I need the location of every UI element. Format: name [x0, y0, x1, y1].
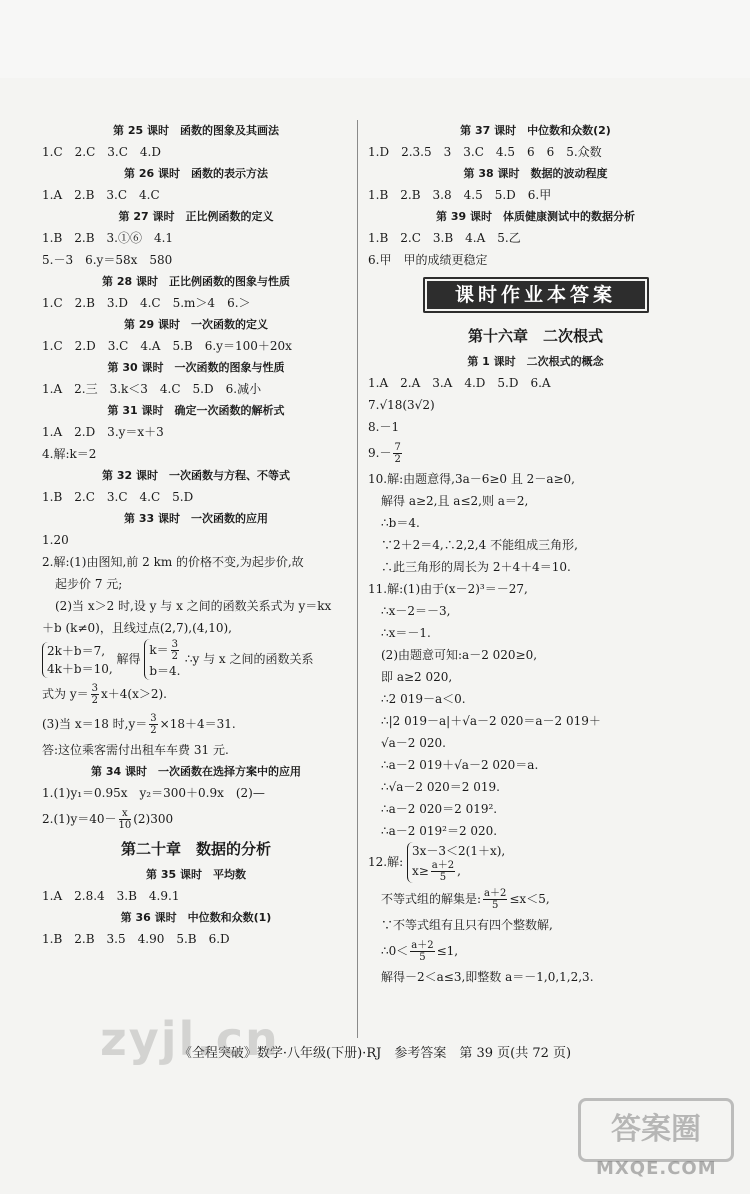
answer-line: 6.甲 甲的成绩更稳定: [368, 253, 488, 267]
column-divider: [357, 120, 358, 1038]
equation-system-line: [42, 639, 350, 679]
answer-line: (2)当 x＞2 时,设 y 与 x 之间的函数关系式为 y＝kx: [55, 599, 332, 613]
answer-line: ∴x－2＝－3,: [381, 604, 451, 618]
answer-line: ∵不等式组有且只有四个整数解,: [381, 918, 553, 932]
answer-line: 式为 y＝ $\frac{3}{2}$ x＋4(x＞2).: [42, 683, 167, 706]
lesson-title: 第 39 课时 体质健康测试中的数据分析: [436, 210, 635, 223]
answer-line: 1.A 2.B 3.C 4.C: [42, 188, 160, 202]
answer-line: 1.A 2.三 3.k＜3 4.C 5.D 6.减小: [42, 382, 262, 396]
answer-line: 解得－2＜a≤3,即整数 a＝－1,0,1,2,3.: [381, 970, 594, 984]
answer-line: ∴a－2 019²＝2 020.: [381, 824, 498, 838]
answer-line: (3)当 x＝18 时,y＝ $\frac{3}{2}$ ×18＋4＝31.: [42, 713, 236, 736]
equation: b＝4.: [149, 664, 181, 678]
answer-text: 12.解:: [368, 855, 404, 869]
lesson-title: 第 30 课时 一次函数的图象与性质: [107, 361, 285, 374]
lesson-title: 第 35 课时 平均数: [146, 868, 246, 881]
fraction: $\frac{x}{10}$: [118, 808, 132, 831]
section-banner: 课时作业本答案: [423, 277, 649, 313]
answer-line: 即 a≥2 020,: [381, 670, 453, 684]
inequality-system-line: [368, 842, 703, 884]
answer-line: 1.C 2.C 3.C 4.D: [42, 145, 161, 159]
inequality: x≥ $\frac{a+2}{5}$ ,: [411, 860, 461, 883]
chapter-title: 第十六章 二次根式: [467, 327, 603, 345]
answer-line: ∴0＜ $\frac{a+2}{5}$ ≤1,: [381, 940, 459, 963]
lesson-title: 第 27 课时 正比例函数的定义: [118, 210, 274, 223]
answer-line: 2.解:(1)由图知,前 2 km 的价格不变,为起步价,故: [42, 555, 304, 569]
fraction: $\frac{3}{2}$: [91, 683, 98, 706]
answer-line: ∴x＝－1.: [381, 626, 431, 640]
lesson-title: 第 1 课时 二次根式的概念: [467, 355, 604, 368]
lesson-title: 第 26 课时 函数的表示方法: [124, 167, 268, 180]
answer-line: ∴a－2 020＝2 019².: [381, 802, 498, 816]
lesson-title: 第 33 课时 一次函数的应用: [124, 512, 268, 525]
answer-line: 11.解:(1)由于(x－2)³＝－27,: [368, 582, 528, 596]
lesson-title: 第 34 课时 一次函数在选择方案中的应用: [91, 765, 301, 778]
watermark-stamp-text: 答案圈: [611, 1112, 701, 1147]
answer-line: 4.解:k＝2: [42, 447, 97, 461]
answer-line: 起步价 7 元;: [55, 577, 123, 591]
lesson-title: 第 29 课时 一次函数的定义: [124, 318, 268, 331]
answer-line: ∵2＋2＝4,∴2,2,4 不能组成三角形,: [381, 538, 578, 552]
lesson-title: 第 38 课时 数据的波动程度: [463, 167, 608, 180]
answer-line: ＋b (k≠0)，且线过点(2,7),(4,10),: [42, 621, 232, 635]
equation: 2k＋b＝7,: [47, 643, 106, 658]
answer-line: 解得 a≥2,且 a≤2,则 a＝2,: [381, 494, 529, 508]
answer-line: 1.C 2.B 3.D 4.C 5.m＞4 6.＞: [42, 296, 251, 310]
lesson-title: 第 36 课时 中位数和众数(1): [120, 911, 272, 924]
answer-line: ∴|2 019－a|＋√a－2 020＝a－2 019＋: [381, 714, 601, 728]
answer-line: 1.C 2.D 3.C 4.A 5.B 6.y＝100＋20x: [42, 339, 292, 353]
answer-line: 5.－3 6.y＝58x 580: [42, 253, 173, 267]
answer-line: √a－2 020.: [381, 736, 446, 750]
fraction: $\frac{a+2}{5}$: [484, 888, 507, 911]
answer-line: 1.D 2.3.5 3 3.C 4.5 6 6 5.众数: [368, 145, 602, 159]
inequality-system: [407, 842, 505, 883]
answer-line: 1.A 2.D 3.y＝x＋3: [42, 425, 164, 439]
watermark-text: zyjl.cn: [100, 1012, 280, 1066]
answer-line: 1.A 2.8.4 3.B 4.9.1: [42, 889, 180, 903]
lesson-title: 第 25 课时 函数的图象及其画法: [113, 124, 279, 137]
answer-line: 1.B 2.B 3.①⑥ 4.1: [42, 231, 174, 245]
watermark-site: MXQE.COM: [596, 1158, 717, 1179]
answer-line: 1.B 2.C 3.C 4.C 5.D: [42, 490, 194, 504]
fraction: $\frac{a+2}{5}$: [411, 940, 434, 963]
answer-line: ∴a－2 019＋√a－2 020＝a.: [381, 758, 539, 772]
answer-line: 答:这位乘客需付出租车车费 31 元.: [42, 743, 229, 757]
answer-line: 8.－1: [368, 420, 400, 434]
solution-system: [144, 639, 181, 680]
answer-line: 2.(1)y＝40－ $\frac{x}{10}$ (2)300: [42, 808, 174, 831]
lesson-title: 第 28 课时 正比例函数的图象与性质: [102, 275, 290, 288]
lesson-title: 第 37 课时 中位数和众数(2): [460, 124, 611, 137]
left-column: [42, 120, 350, 950]
equation: 4k＋b＝10,: [47, 661, 113, 676]
answer-line: 1.20: [42, 533, 69, 547]
lesson-title: 第 31 课时 确定一次函数的解析式: [107, 404, 285, 417]
answer-line: 7.√18(3√2): [368, 398, 435, 412]
equation-system: [42, 642, 113, 678]
equation: k＝: [149, 643, 169, 657]
answer-line: 10.解:由题意得,3a－6≥0 且 2－a≥0,: [368, 472, 575, 486]
answer-line: 1.B 2.B 3.5 4.90 5.B 6.D: [42, 932, 230, 946]
answer-text: ∴y 与 x 之间的函数关系: [184, 652, 314, 666]
answer-line: ∴2 019－a＜0.: [381, 692, 466, 706]
solve-label: 解得: [116, 652, 141, 666]
answer-line: (2)由题意可知:a－2 020≥0,: [381, 648, 538, 662]
answer-line: 9.－ $\frac{7}{2}$: [368, 442, 401, 465]
answer-line: ∴b＝4.: [381, 516, 420, 530]
page-footer: 《全程突破》数学·八年级(下册)·RJ 参考答案 第 39 页(共 72 页): [178, 1046, 572, 1061]
fraction: $\frac{a+2}{5}$: [431, 860, 455, 883]
answer-line: 1.A 2.A 3.A 4.D 5.D 6.A: [368, 376, 551, 390]
answer-line: 1.B 2.B 3.8 4.5 5.D 6.甲: [368, 188, 552, 202]
answer-line: 1.(1)y₁＝0.95x y₂＝300＋0.9x (2)—: [42, 786, 265, 800]
answer-line: 1.B 2.C 3.B 4.A 5.乙: [368, 231, 521, 245]
watermark-stamp: [578, 1098, 734, 1162]
fraction: $\frac{3}{2}$: [171, 639, 179, 662]
fraction: $\frac{3}{2}$: [150, 713, 157, 736]
answer-line: 不等式组的解集是: $\frac{a+2}{5}$ ≤x＜5,: [381, 888, 550, 911]
answer-line: ∴√a－2 020＝2 019.: [381, 780, 500, 794]
right-column: [368, 120, 703, 988]
inequality: 3x－3＜2(1＋x),: [411, 844, 506, 858]
chapter-title: 第二十章 数据的分析: [120, 840, 271, 858]
answer-line: ∴此三角形的周长为 2＋4＋4＝10.: [381, 560, 571, 574]
top-margin: [0, 0, 750, 78]
lesson-title: 第 32 课时 一次函数与方程、不等式: [102, 469, 290, 482]
fraction: $\frac{7}{2}$: [394, 442, 401, 465]
